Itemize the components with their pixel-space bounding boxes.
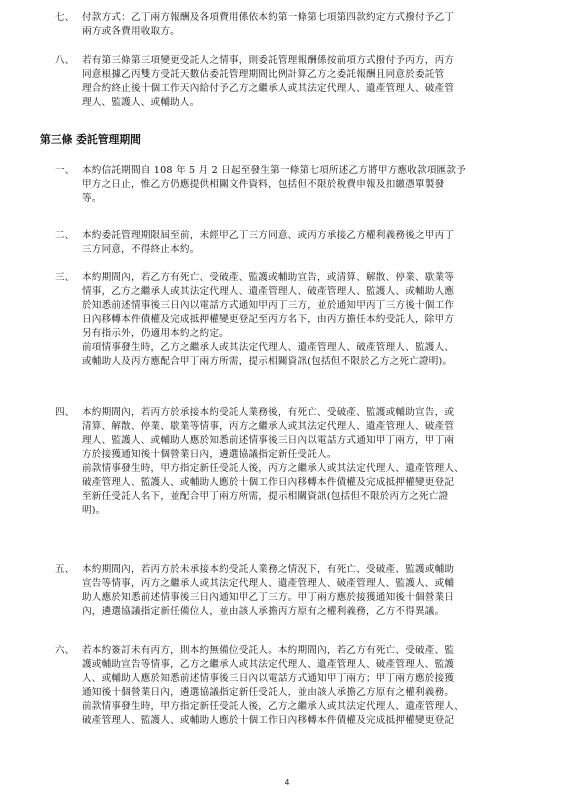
clause-text-line: 前款情事發生時，甲方指定新任受託人後，乙方之繼承人或其法定代理人、遺產管理人、 (82, 701, 464, 712)
clause-text-line: 若本約簽訂未有丙方，則本約無備位受託人。本約期間內，若乙方有死亡、受破產、監 (82, 645, 455, 656)
page-number: 4 (284, 778, 290, 787)
clause-text-line: 清算、解散、停業、歇業等情事，丙方之繼承人或其法定代理人、遺產管理人、破產管 (82, 421, 455, 432)
clause-text-line: 人、或輔助人應於知悉前述情事後三日內以電話方式通知甲丁兩方；甲丁兩方應於接獲 (82, 673, 455, 684)
clause-text-line: 兩方或各費用收取方。 (82, 26, 180, 37)
clause-number: 七、 (55, 12, 75, 23)
clause-text-line: 宣告等情事，丙方之繼承人或其法定代理人、遺產管理人、破產管理人、監護人、或輔 (82, 578, 455, 589)
clause-text-line: 護或輔助宣告等情事，乙方之繼承人或其法定代理人、遺產管理人、破產管理人、監護 (82, 659, 455, 670)
clause-text-line: 若有第三條第三項變更受託人之情事，則委託管理報酬係按前項方式撥付予丙方，丙方 (82, 55, 455, 66)
clause-text-line: 甲方之日止，惟乙方仍應提供相關文件資料，包括但不限於稅費申報及扣繳憑單製發 (82, 179, 445, 190)
clause-text-line: 理人、監護人、或輔助人應於知悉前述情事後三日內以電話方式通知甲丁兩方，甲丁兩 (82, 435, 455, 446)
clause-number: 六、 (55, 645, 75, 656)
clause-text-line: 前項情事發生時，乙方之繼承人或其法定代理人、遺產管理人、破產管理人、監護人、 (82, 342, 455, 353)
clause-number: 五、 (55, 564, 75, 575)
clause-text-line: 或輔助人及丙方應配合甲丁兩方所需，提示相關資訊(包括但不限於乙方之死亡證明)。 (82, 356, 453, 367)
clause-number: 二、 (55, 230, 75, 241)
clause-text-line: 理人、監護人、或輔助人。 (82, 97, 200, 108)
clause-number: 三、 (55, 272, 75, 283)
clause-text-line: 理合約終止後十個工作天內給付予乙方之繼承人或其法定代理人、遺產管理人、破產管 (82, 83, 455, 94)
clause-text-line: 三方同意，不得終止本約。 (82, 244, 200, 255)
clause-text-line: 明)。 (82, 505, 106, 516)
clause-text-line: 破產管理人、監護人、或輔助人應於十個工作日內移轉本件債權及完成抵押權變更登記 (82, 715, 455, 726)
clause-text-line: 本約期間內，若丙方於承接本約受託人業務後，有死亡、受破產、監護或輔助宣告，或 (82, 407, 455, 418)
clause-text-line: 內，遴選協議指定新任備位人，並由該人承擔丙方原有之權利義務，乙方不得異議。 (82, 606, 445, 617)
article-heading: 第三條 委託管理期間 (40, 133, 141, 146)
clause-text-line: 本約委託管理期限屆至前，未經甲乙丁三方同意、或丙方承接乙方權利義務後之甲丙丁 (82, 230, 455, 241)
clause-text-line: 本約期間內，若乙方有死亡、受破產、監護或輔助宣告，或清算、解散、停業、歇業等 (82, 272, 455, 283)
clause-text-line: 同意根據乙丙雙方受託天數佔委託管理期間比例計算乙方之委託報酬且同意於委託管 (82, 69, 445, 80)
clause-text-line: 方於接獲通知後十個營業日內，遴選協議指定新任受託人。 (82, 449, 337, 460)
clause-text-line: 等。 (82, 193, 102, 204)
clause-text-line: 前款情事發生時，甲方指定新任受託人後，丙方之繼承人或其法定代理人、遺產管理人、 (82, 463, 464, 474)
clause-text-line: 至新任受託人名下，並配合甲丁兩方所需，提示相關資訊(包括但不限於丙方之死亡證 (82, 491, 449, 502)
clause-number: 一、 (55, 165, 75, 176)
clause-text-line: 情事，乙方之繼承人或其法定代理人、遺產管理人、破產管理人、監護人、或輔助人應 (82, 286, 455, 297)
clause-text-line: 通知後十個營業日內，遴選協議指定新任受託人，並由該人承擔乙方原有之權利義務。 (82, 687, 455, 698)
clause-text-line: 日內移轉本件債權及完成抵押權變更登記至丙方名下，由丙方擔任本約受託人，除甲方 (82, 314, 455, 325)
clause-number: 四、 (55, 407, 75, 418)
clause-text-line: 助人應於知悉前述情事後三日內通知甲乙丁三方。甲丁兩方應於接獲通知後十個營業日 (82, 592, 455, 603)
clause-text-line: 另有指示外，仍適用本約之約定。 (82, 328, 229, 339)
clause-text-line: 付款方式：乙丁兩方報酬及各項費用係依本約第一條第七項第四款約定方式撥付予乙丁 (82, 12, 455, 23)
clause-text-line: 於知悉前述情事後三日內以電話方式通知甲丙丁三方，並於通知甲丙丁三方後十個工作 (82, 300, 455, 311)
clause-text-line: 本約信託期間自 108 年 5 月 2 日起至發生第一條第七項所述乙方將甲方應收款項匯款予 (82, 165, 467, 176)
clause-text-line: 本約期間內，若丙方於未承接本約受託人業務之情況下，有死亡、受破產、監護或輔助 (82, 564, 455, 575)
clause-number: 八、 (55, 55, 75, 66)
clause-text-line: 破產管理人、監護人、或輔助人應於十個工作日內移轉本件債權及完成抵押權變更登記 (82, 477, 455, 488)
